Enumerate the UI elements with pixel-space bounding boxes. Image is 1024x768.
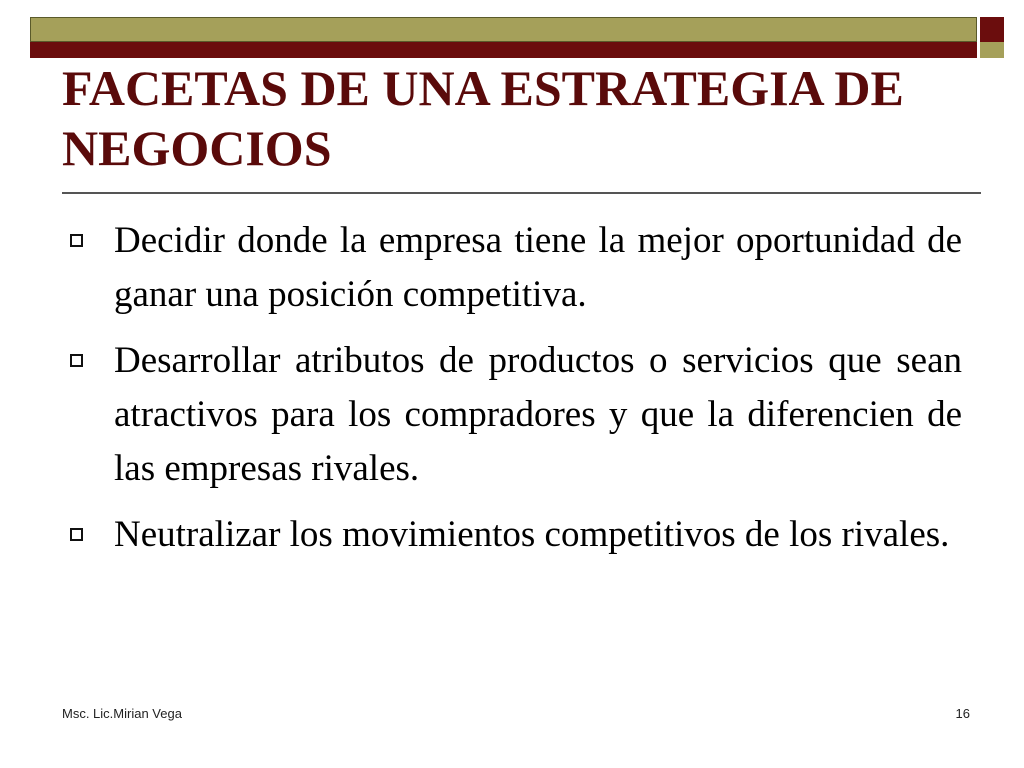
bullet-text: Neutralizar los movimientos competitivos de los rivales. — [114, 514, 950, 555]
header-decoration-bar — [30, 17, 977, 42]
square-bullet-icon — [70, 528, 83, 541]
header-decoration-square — [980, 17, 1004, 42]
square-bullet-icon — [70, 354, 83, 367]
slide-number: 16 — [955, 706, 970, 721]
title-divider — [62, 192, 981, 194]
header-decoration-band — [30, 42, 977, 58]
bullet-item — [62, 508, 962, 562]
square-bullet-icon — [70, 234, 83, 247]
bullet-text: Desarrollar atributos de productos o servicios que sean atractivos para los compradores y que la diferencien de las empresas rivales. — [114, 340, 962, 489]
bullet-item — [62, 214, 962, 322]
bullet-list — [62, 214, 962, 574]
bullet-item — [62, 334, 962, 496]
footer-author: Msc. Lic.Mirian Vega — [62, 706, 182, 721]
slide-title: FACETAS DE UNA ESTRATEGIA DE NEGOCIOS — [62, 60, 904, 176]
header-decoration-square-lower — [980, 42, 1004, 58]
bullet-text: Decidir donde la empresa tiene la mejor oportunidad de ganar una posición competitiva. — [114, 220, 962, 315]
